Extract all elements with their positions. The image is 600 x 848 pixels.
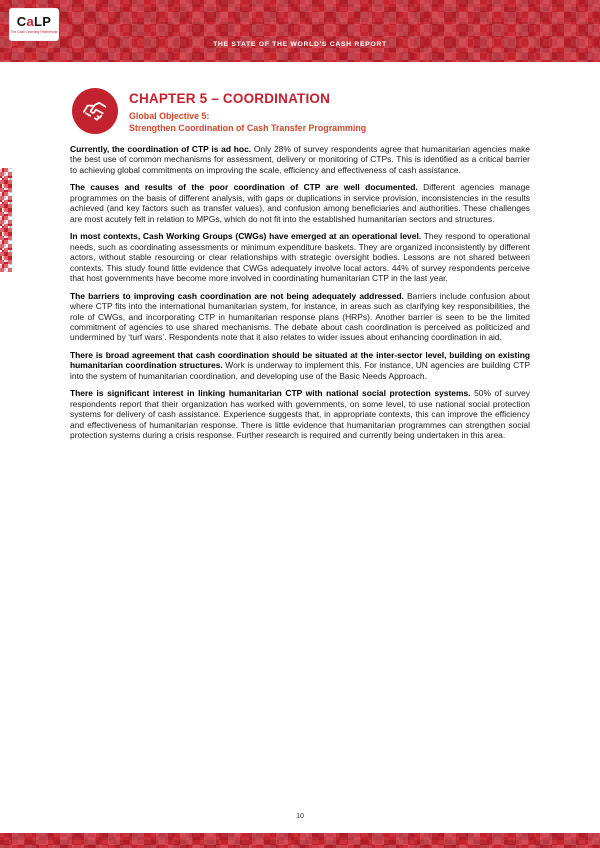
paragraph-body: Work is underway to implement this. For instance, UN agencies are building CTP into the system of humanitarian coordination, and developing use of the Basic Needs Approach. xyxy=(70,360,530,381)
footer-band xyxy=(0,833,600,848)
paragraph-lead: The barriers to improving cash coordination are not being adequately addressed. xyxy=(70,290,404,301)
paragraph-lead: The causes and results of the poor coordination of CTP are well documented. xyxy=(70,182,418,193)
calp-logo-a: a xyxy=(26,14,34,30)
calp-logo-tagline: The Cash Learning Partnership xyxy=(10,29,58,34)
paragraph xyxy=(70,231,530,283)
objective-title: Strengthen Coordination of Cash Transfer Programming xyxy=(129,123,367,134)
paragraph-body: They respond to operational needs, such as coordinating assessments or minimum expenditure baskets. They are organized inconsistently by different actors, without stable resourcing or clear relationships with strategic oversight bodies. Lessons are not shared between contexts. This study found little evidence that CWGs adequately involve local actors. 44% of survey respondents perceive that host governments have become more involved in coordinating humanitarian CTP in the last year. xyxy=(70,231,531,284)
paragraph xyxy=(70,291,530,343)
calp-logo-lp: LP xyxy=(34,14,52,30)
paragraph xyxy=(70,182,530,224)
page-content xyxy=(70,88,530,448)
body-paragraphs xyxy=(70,144,530,441)
header-band xyxy=(0,0,600,62)
paragraph-body: Only 28% of survey respondents agree that humanitarian agencies make the best use of common mechanisms for assessment, delivery or monitoring of CTPs. This is identified as a critical barrier to achieving global commitments on improving the scale, efficiency and effectiveness of cash assistance. xyxy=(70,143,530,175)
paragraph xyxy=(70,350,530,381)
calp-logo-c: C xyxy=(16,14,27,30)
paragraph xyxy=(70,388,530,440)
left-mosaic-decoration xyxy=(0,168,12,272)
paragraph-lead: There is significant interest in linking humanitarian CTP with national social protection systems. xyxy=(70,388,471,399)
paragraph-lead: There is broad agreement that cash coordination should be situated at the inter-sector level, building on existing humanitarian coordination structures. xyxy=(70,349,530,371)
paragraph-lead: In most contexts, Cash Working Groups (CWGs) have emerged at an operational level. xyxy=(70,231,422,242)
objective-label: Global Objective 5: xyxy=(129,111,210,121)
paragraph-lead: Currently, the coordination of CTP is ad hoc. xyxy=(70,143,252,154)
chapter-title: CHAPTER 5 – COORDINATION xyxy=(129,91,331,106)
calp-logo-text xyxy=(17,15,51,28)
paragraph xyxy=(70,144,530,175)
page-number: 10 xyxy=(296,813,304,820)
handshake-icon xyxy=(72,88,118,134)
paragraph-body: Barriers include confusion about where CTP fits into the international humanitarian system, for instance, in areas such as clarifying key responsibilities, the role of CWGs, and incorporating CTP in humanitarian response plans (HRPs). Another barrier is seen to be the limited commitment of agencies to use shared mechanisms. The debate about cash coordination is perceived as politicized and undermined by ‘turf wars’. Respondents note that it also relates to wider issues about enhancing coordination in aid. xyxy=(70,290,530,343)
report-title: THE STATE OF THE WORLD'S CASH REPORT xyxy=(213,41,387,48)
calp-logo xyxy=(9,8,59,41)
chapter-header xyxy=(72,88,530,135)
chapter-titles xyxy=(129,88,366,135)
paragraph-body: Different agencies manage programmes on the basis of different analysis, with gaps or duplications in service provision, inconsistencies in the results achieved (and key factors such as transfer values), and confusion among beneficiaries and authorities. These challenges are most acutely felt in relation to MPGs, which do not fit into the established humanitarian sectors and structures. xyxy=(70,182,530,224)
paragraph-body: 50% of survey respondents report that their organization has worked with governments, on some level, to use national social protection systems for delivery of cash assistance. Experience suggests that, in appropriate contexts, this can improve the efficiency and effectiveness of humanitarian response. There is little evidence that humanitarian programmes can strengthen social protection systems during a crisis response. Further research is required and currently being undertaken in this area. xyxy=(70,388,531,441)
